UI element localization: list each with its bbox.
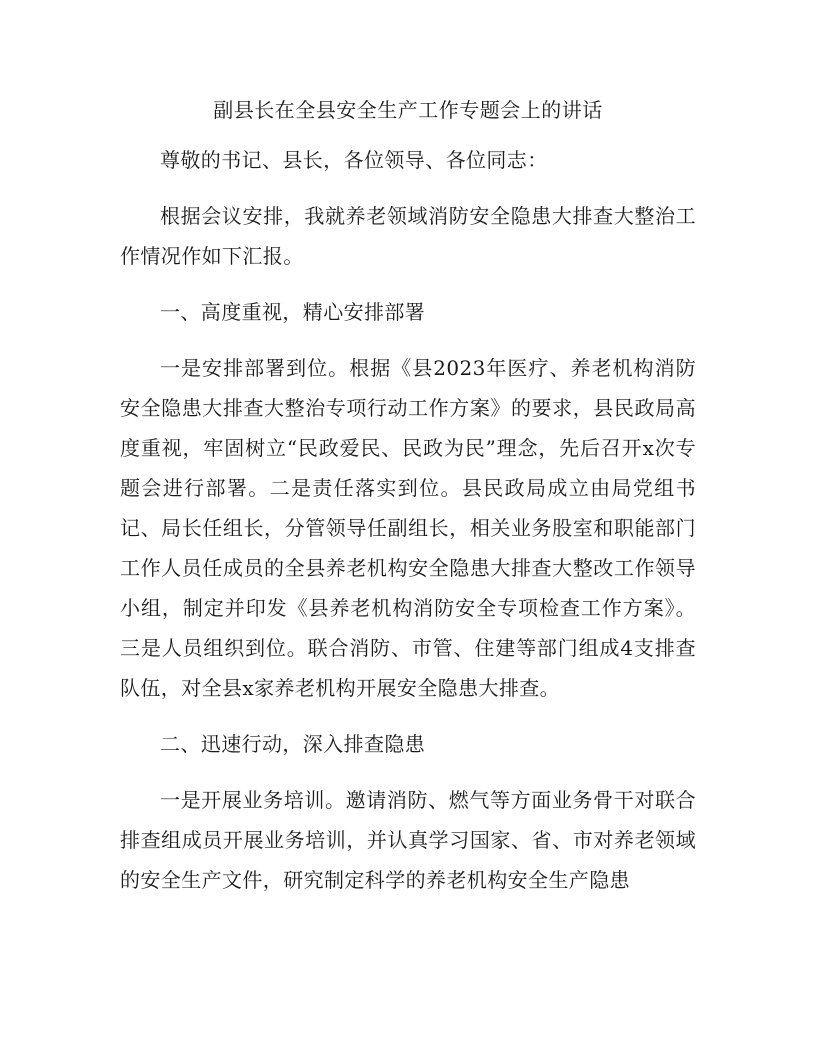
section-body-2: 一是开展业务培训。邀请消防、燃气等方面业务骨干对联合排查组成员开展业务培训，并认真学习国家、省、市对养老领域的安全生产文件，研究制定科学的养老机构安全生产隐患 [120, 788, 696, 892]
intro-paragraph: 根据会议安排，我就养老领域消防安全隐患大排查大整治工作情况作如下汇报。 [120, 204, 696, 268]
salutation: 尊敬的书记、县长，各位领导、各位同志： [160, 148, 548, 172]
section-heading-1: 一、高度重视，精心安排部署 [160, 300, 426, 324]
section-body-1: 一是安排部署到位。根据《县2023年医疗、养老机构消防安全隐患大排查大整治专项行动工作方案》的要求，县民政局高度重视，牢固树立“民政爱民、民政为民”理念，先后召开x次专题会进行部署。二是责任落实到位。县民政局成立由局党组书记、局长任组长，分管领导任副组长，相关业务股室和职能部门工作人员任成员的全县养老机构安全隐患大排查大整改工作领导小组，制定并印发《县养老机构消防安全专项检查工作方案》。三是人员组织到位。联合消防、市管、住建等部门组成4支排查队伍，对全县x家养老机构开展安全隐患大排查。 [120, 356, 696, 700]
document-page [120, 92, 696, 916]
section-heading-2: 二、迅速行动，深入排查隐患 [160, 732, 426, 756]
document-title: 副县长在全县安全生产工作专题会上的讲话 [213, 98, 603, 122]
